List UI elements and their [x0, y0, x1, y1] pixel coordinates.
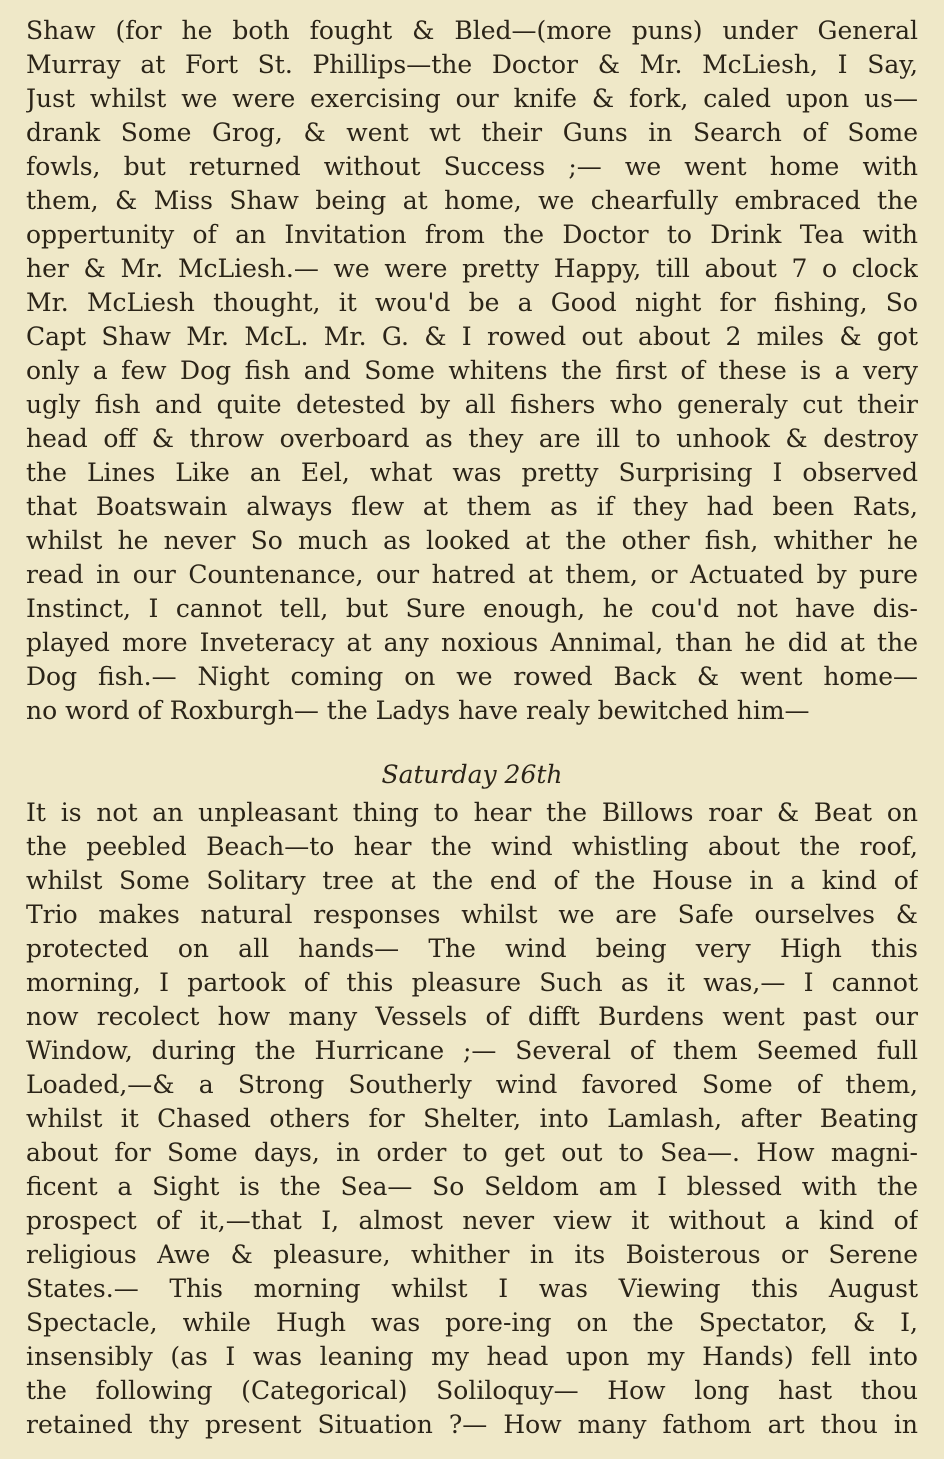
- text-line: Shaw (for he both fought & Bled—(more puns) under General: [26, 16, 918, 45]
- text-line: the Lines Like an Eel, what was pretty Surprising I observed: [26, 458, 918, 487]
- text-line: fowls, but returned without Success ;— we went home with: [26, 152, 918, 181]
- text-line: States.— This morning whilst I was Viewing this August: [26, 1274, 918, 1303]
- text-line: whilst he never So much as looked at the other fish, whither he: [26, 526, 918, 555]
- text-line: religious Awe & pleasure, whither in its Boisterous or Serene: [26, 1240, 918, 1269]
- text-line: Dog fish.— Night coming on we rowed Back & went home—: [26, 662, 918, 691]
- text-line: that Boatswain always flew at them as if they had been Rats,: [26, 492, 918, 521]
- paragraph-saturday-sea: [26, 796, 918, 1442]
- text-line: only a few Dog fish and Some whitens the first of these is a very: [26, 356, 918, 385]
- text-line: insensibly (as I was leaning my head upon my Hands) fell into: [26, 1342, 918, 1371]
- text-line: protected on all hands— The wind being very High this: [26, 934, 918, 963]
- text-line: drank Some Grog, & went wt their Guns in Search of Some: [26, 118, 918, 147]
- text-line: ficent a Sight is the Sea— So Seldom am I blessed with the: [26, 1172, 918, 1201]
- text-line: retained thy present Situation ?— How many fathom art thou in: [26, 1410, 918, 1439]
- text-line: Murray at Fort St. Phillips—the Doctor & Mr. McLiesh, I Say,: [26, 50, 918, 79]
- text-line: prospect of it,—that I, almost never view it without a kind of: [26, 1206, 918, 1235]
- text-line: morning, I partook of this pleasure Such as it was,— I cannot: [26, 968, 918, 997]
- text-line: Mr. McLiesh thought, it wou'd be a Good night for fishing, So: [26, 288, 918, 317]
- text-line: the peebled Beach—to hear the wind whistling about the roof,: [26, 832, 918, 861]
- text-line: her & Mr. McLiesh.— we were pretty Happy, till about 7 o clock: [26, 254, 918, 283]
- text-line: ugly fish and quite detested by all fishers who generaly cut their: [26, 390, 918, 419]
- text-line: Instinct, I cannot tell, but Sure enough, he cou'd not have dis-: [26, 594, 918, 623]
- paragraph-evening-fishing: [26, 14, 918, 728]
- text-line: Window, during the Hurricane ;— Several of them Seemed full: [26, 1036, 918, 1065]
- text-line: no word of Roxburgh— the Ladys have realy bewitched him—: [26, 696, 810, 725]
- text-line: It is not an unpleasant thing to hear the Billows roar & Beat on: [26, 798, 918, 827]
- text-line: whilst it Chased others for Shelter, into Lamlash, after Beating: [26, 1104, 918, 1133]
- text-line: Spectacle, while Hugh was pore-ing on the Spectator, & I,: [26, 1308, 918, 1337]
- text-line: Trio makes natural responses whilst we are Safe ourselves &: [26, 900, 918, 929]
- text-line: about for Some days, in order to get out to Sea—. How magni-: [26, 1138, 918, 1167]
- text-line: Capt Shaw Mr. McL. Mr. G. & I rowed out about 2 miles & got: [26, 322, 918, 351]
- text-line: them, & Miss Shaw being at home, we chearfully embraced the: [26, 186, 918, 215]
- text-line: Just whilst we were exercising our knife & fork, caled upon us—: [26, 84, 918, 113]
- text-line: whilst Some Solitary tree at the end of the House in a kind of: [26, 866, 918, 895]
- text-line: the following (Categorical) Soliloquy— How long hast thou: [26, 1376, 918, 1405]
- text-line: oppertunity of an Invitation from the Doctor to Drink Tea with: [26, 220, 918, 249]
- text-line: now recolect how many Vessels of difft Burdens went past our: [26, 1002, 918, 1031]
- date-heading: Saturday 26th: [381, 760, 563, 789]
- text-line: read in our Countenance, our hatred at them, or Actuated by pure: [26, 560, 918, 589]
- text-line: Loaded,—& a Strong Southerly wind favored Some of them,: [26, 1070, 918, 1099]
- text-line: head off & throw overboard as they are ill to unhook & destroy: [26, 424, 918, 453]
- text-line: played more Inveteracy at any noxious Annimal, than he did at the: [26, 628, 918, 657]
